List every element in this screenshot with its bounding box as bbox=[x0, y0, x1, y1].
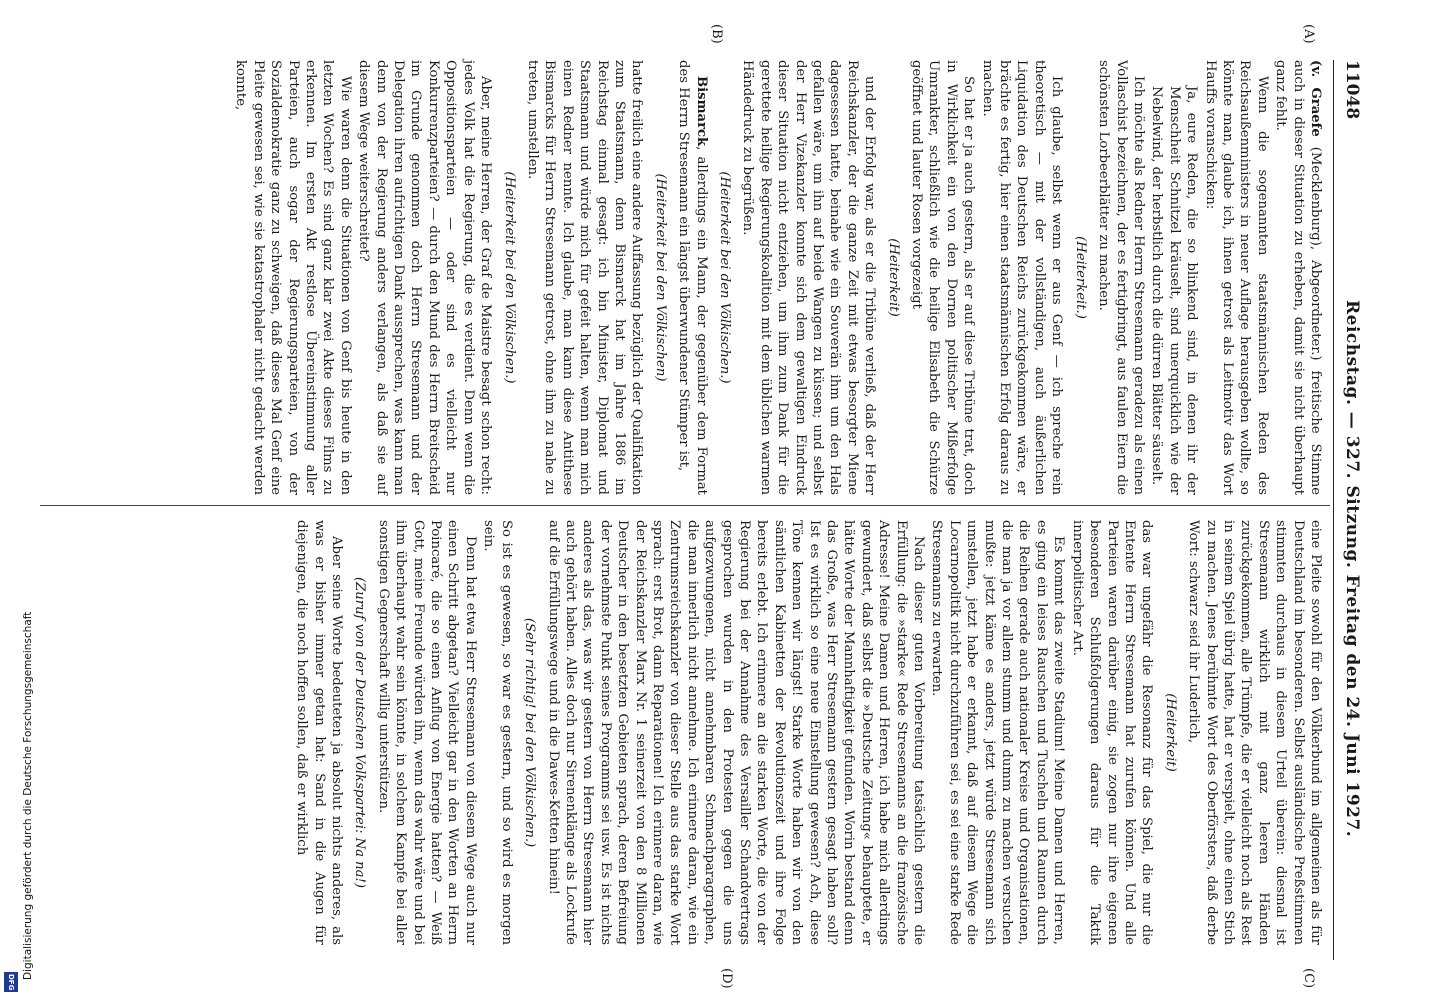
paragraph-text: Ich möchte als Redner Herrn Stresemann geradezu als einen Vollaschist bezeichnen, der es fertigbringt, aus faulen Eiern die schönsten Lorbeerblätter zu machen. bbox=[1096, 60, 1146, 495]
paragraph-text: das war ungefähr die Resonanz für das Spiel, die nur die Entente Herrn Stresemann hat zurufen können. Und alle Parteien waren darüber einig, sie zogen nur ihre eigenen besonderen Schlußfolgerungen daraus für die Taktik innerpolitischer Art. bbox=[1069, 520, 1155, 945]
paragraph bbox=[232, 60, 354, 495]
paragraph-text: (Zuruf von der Deutschen Volkspartei: Na na!) bbox=[352, 577, 368, 888]
paragraph-text: (Heiterkeit.) bbox=[1072, 236, 1088, 319]
emphasized-name: (v. Graefe bbox=[1308, 60, 1323, 137]
paragraph-text: Ich glaube, selbst wenn er aus Genf — ich spreche rein theoretisch — mit der vollständigen, auch äußerlichen Liquidation des Deutschen Reichs zurückgekommen wäre, er brächte es fertig, hier einen staatsmännischen Erfolg daraus zu machen. bbox=[979, 60, 1065, 495]
stage-direction bbox=[351, 520, 368, 945]
paragraph-text: (Mecklenburg), Abgeordneter.) freitische Stimme auch in dieser Situation zu erheben, damit sie nicht überhaupt ganz fehlt. bbox=[1273, 60, 1323, 495]
page-number: 11048 bbox=[1342, 60, 1362, 120]
paragraph bbox=[1201, 60, 1271, 495]
stage-direction bbox=[521, 520, 538, 945]
stage-direction bbox=[651, 60, 668, 495]
paragraph-text: Es kommt das zweite Stadium! Meine Damen und Herren, es ging ein leises Rauschen und Tuscheln und Raunen durch die Reihen gerade auch nationaler Kreise und Organisationen, die man ja vor allem stumm und dumm zu machen versuchen mußte: jetzt käme es anders, jetzt würde Stresemann sich umstellen, jetzt habe er erkannt, daß auf diesem Wege die Locarnopolitik nicht durchzuführen sei, es sei eine starke Rede Stresemanns zu erwarten. bbox=[929, 520, 1067, 945]
paragraph-text: eine Pleite sowohl für den Völkerbund im allgemeinen als für Deutschland im besonderen. Selbst ausländische Preßstimmen stimmten durchaus in diesem Urteil überein: diesmal ist Stresemann wirklich mit ganz leeren Händen zurückgekommen, alle Trümpfe, die er vielleicht noch als Rest in seinem Spiel übrig hatte, hat er verspielt, ohne einen Stich zu machen. Jenes berühmte Wort des Oberförsters, daß derbe Wort: schwarz seid ihr Luderlich, bbox=[1186, 520, 1323, 945]
stage-direction bbox=[1071, 60, 1088, 495]
paragraph-text: Nach dieser guten Vorbereitung tatsächlich gestern die Erfüllung: die »starke« Rede Stresemanns an die französische Adresse! Meine Damen und Herren, ich habe mich allerdings gewundert, daß selbst die »Deutsche Zeitung« behauptete, er hätte Worte der Mannhaftigkeit gefunden. Worin bestand denn das Große, was Herr Stresemann gestern gesagt haben soll? Ist es wirklich so eine neue Einstellung gewesen? Ach, diese Töne kennen wir längst! Starke Worte haben wir von den sämtlichen Kabinetten der Revolutionszeit und ihre Folge bereits erlebt. Ich erinnere an die starken Worte, die von der Regierung bei der Annahme des Versailler Schandvertrags gesprochen wurden in den Protesten gegen die uns aufgezwungenen, nicht annehmbaren Schmachparagraphen, die man innerlich nicht annehme. Ich erinnere daran, wie ein Zentrumsreichskanzler von dieser Stelle aus das starke Wort sprach: erst Brot, dann Reparationen! Ich erinnere daran, wie der Reichskanzler Marx Nr. 1 seinerzeit von den 8 Millionen Deutscher in den besetzten Gebieten sprach, deren Befreiung der vornehmste Punkt seines Programms sei usw. Es ist nichts anderes als das, was wir gestern von Herrn Stresemann hier auch gehört haben. Alles doch nur Sirenenklänge als Lockrufe auf die Erfüllungswege und in die Dawes-Ketten hinein! bbox=[545, 520, 927, 945]
paragraph bbox=[675, 60, 710, 495]
paragraph bbox=[928, 520, 1067, 945]
paragraph-text: (Sehr richtig! bei den Völkischen.) bbox=[522, 617, 538, 848]
dfg-logo-icon: DFG bbox=[4, 972, 18, 992]
paragraph bbox=[480, 520, 515, 945]
margin-mark-d: (D) bbox=[719, 968, 734, 989]
paragraph bbox=[1272, 60, 1324, 495]
paragraph-text: Aber seine Worte bedeuteten ja absolut nichts anderes, als was er bisher immer getan hat: Sand in die Augen für diejenigen, die noch hoffen sollen, daß er wirklich bbox=[294, 520, 345, 945]
credit-text: Digitalisierung gefördert durch die Deutsche Forschungsgemeinschaft bbox=[22, 611, 34, 980]
margin-mark-b: (B) bbox=[709, 24, 724, 44]
paragraph-text: Denn hat etwa Herr Stresemann von diesem Wege auch nur einen Schritt abgetan? Vielleicht gar in den Worten an Herrn Poincaré, die so einen Anflug von Energie hatten? — Weiß Gott, meine Freunde würden ihn, wenn das wahr wäre und bei ihm überhaupt wahr sein könnte, in solchem Kampfe bei aller sonstigen Gegnerschaft willig unterstützen. bbox=[375, 520, 478, 945]
column-divider bbox=[40, 505, 1330, 506]
stage-direction bbox=[884, 60, 901, 495]
page-header bbox=[1332, 60, 1362, 960]
paragraph-text: (Heiterkeit bei den Völkischen) bbox=[652, 173, 668, 382]
paragraph-text: So hat er ja auch gestern, als er auf diese Tribüne trat, doch in Wirklichkeit ein von den Dornen politischer Mißerfolge Umrankter, schließlich wie die heilige Elisabeth die Schürze geöffnet und lauter Rosen vorgezeigt bbox=[909, 60, 977, 495]
paragraph-text: Aber, meine Herren, der Graf de Maistre besagt schon recht: jedes Volk hat die Regierung, die es verdient. Denn wenn die Oppositionsparteien — oder sind es vielleicht nur Konkurrenzparteien? — durch den Mund des Herrn Breitscheid im Grunde genommen doch Herrn Stresemann und der Delegation ihren aufrichtigen Dank aussprechen, was kann man denn von der Regierung anders verlangen, als daß sie auf diesem Wege weiterschreitet? bbox=[356, 60, 494, 495]
paragraph bbox=[374, 520, 478, 945]
header-rule bbox=[1333, 60, 1334, 960]
margin-mark-a: (A) bbox=[1301, 24, 1316, 44]
paragraph-text: (Heiterkeit) bbox=[885, 238, 901, 317]
paragraph bbox=[355, 60, 494, 495]
stage-direction bbox=[1161, 520, 1178, 945]
paragraph bbox=[908, 60, 978, 495]
paragraph bbox=[739, 60, 878, 495]
quoted-verse bbox=[1148, 60, 1200, 495]
paragraph-text: So ist es gewesen, so war es gestern, und so wird es morgen sein. bbox=[481, 520, 514, 945]
emphasized-name: Bismarck bbox=[693, 76, 709, 147]
paragraph-text: hatte freilich eine andere Auffassung bezüglich der Qualifikation zum Staatsmann, denn Bismarck hat im Jahre 1886 im Reichstag einmal gesagt: ich bin Minister, Diplomat und Staatsmann und würde mich für gefeit halten, wenn man mich einen Redner nennte. Ich glaube, man kann diese Antithese Bismarcks für Herrn Stresemann getrost, ohne ihm zu nahe zu treten, umstellen. bbox=[524, 60, 645, 495]
paragraph bbox=[1185, 520, 1324, 945]
paragraph-text: Wenn die sogenannten staatsmännischen Reden des Reichsaußenministers in neuer Auflage herausgeben wollte, so könnte man, glaube ich, ihnen getrost als Leitmotiv das Wort Hauffs voranschicken: bbox=[1202, 60, 1270, 495]
paragraph bbox=[1095, 60, 1147, 495]
paragraph-text: (Heiterkeit bei den Völkischen.) bbox=[717, 171, 732, 384]
paragraph bbox=[544, 520, 927, 945]
left-column bbox=[231, 60, 1324, 495]
margin-mark-c: (C) bbox=[1301, 968, 1316, 989]
running-head: Reichstag. — 327. Sitzung. Freitag den 24. Juni 1927. bbox=[1342, 300, 1362, 838]
paragraph-text: (Heiterkeit bei den Völkischen.) bbox=[501, 171, 517, 384]
paragraph-text: Ja, eure Reden, die so blinkend sind, in denen ihr der Menschheit Schnitzel kräuselt, sind unerquicklich wie der Nebelwind, der herbstlich durch die dürren Blätter säuselt. bbox=[1149, 86, 1200, 495]
stage-direction bbox=[500, 60, 517, 495]
paragraph-text: und der Erfolg war, als er die Tribüne verließ, daß der Herr Reichskanzler, der die ganze Zeit mit etwas besorgter Miene dagesessen hatte, beinahe wie ein Souverän ihm um den Hals gefallen wäre, um ihn auf beide Wangen zu küssen; und selbst der Herr Vizekanzler konnte sich dem gewaltigen Eindruck dieser Situation nicht entziehen, um ihm zum Dank für die gerettete heilige Regierungskoalition mit dem üblichen warmen Händedruck zu begrüßen. bbox=[740, 60, 878, 495]
right-column bbox=[292, 520, 1324, 945]
stage-direction bbox=[716, 60, 733, 495]
paragraph bbox=[524, 60, 646, 495]
paragraph bbox=[978, 60, 1065, 495]
paragraph bbox=[293, 520, 345, 945]
paragraph-text: , allerdings ein Mann, der gegenüber dem Format des Herrn Stresemann ein längst überwundener Stümper ist, bbox=[676, 60, 709, 495]
paragraph-text: (Heiterkeit) bbox=[1162, 693, 1178, 772]
digitization-credit bbox=[0, 0, 34, 1000]
paragraph bbox=[1068, 520, 1155, 945]
paragraph-text: Wie waren denn die Situationen von Genf bis heute in den letzten Wochen? Es sind ganz klar zwei Akte dieses Films zu erkennen. Im ersten Akt restlose Übereinstimmung aller Parteien, auch sogar der Regierungsparteien, von der Sozialdemokratie ganz zu schweigen, daß dieses Mal Genf eine Pleite gewesen sei, wie sie katastrophaler nicht gedacht werden konnte, bbox=[233, 60, 353, 495]
